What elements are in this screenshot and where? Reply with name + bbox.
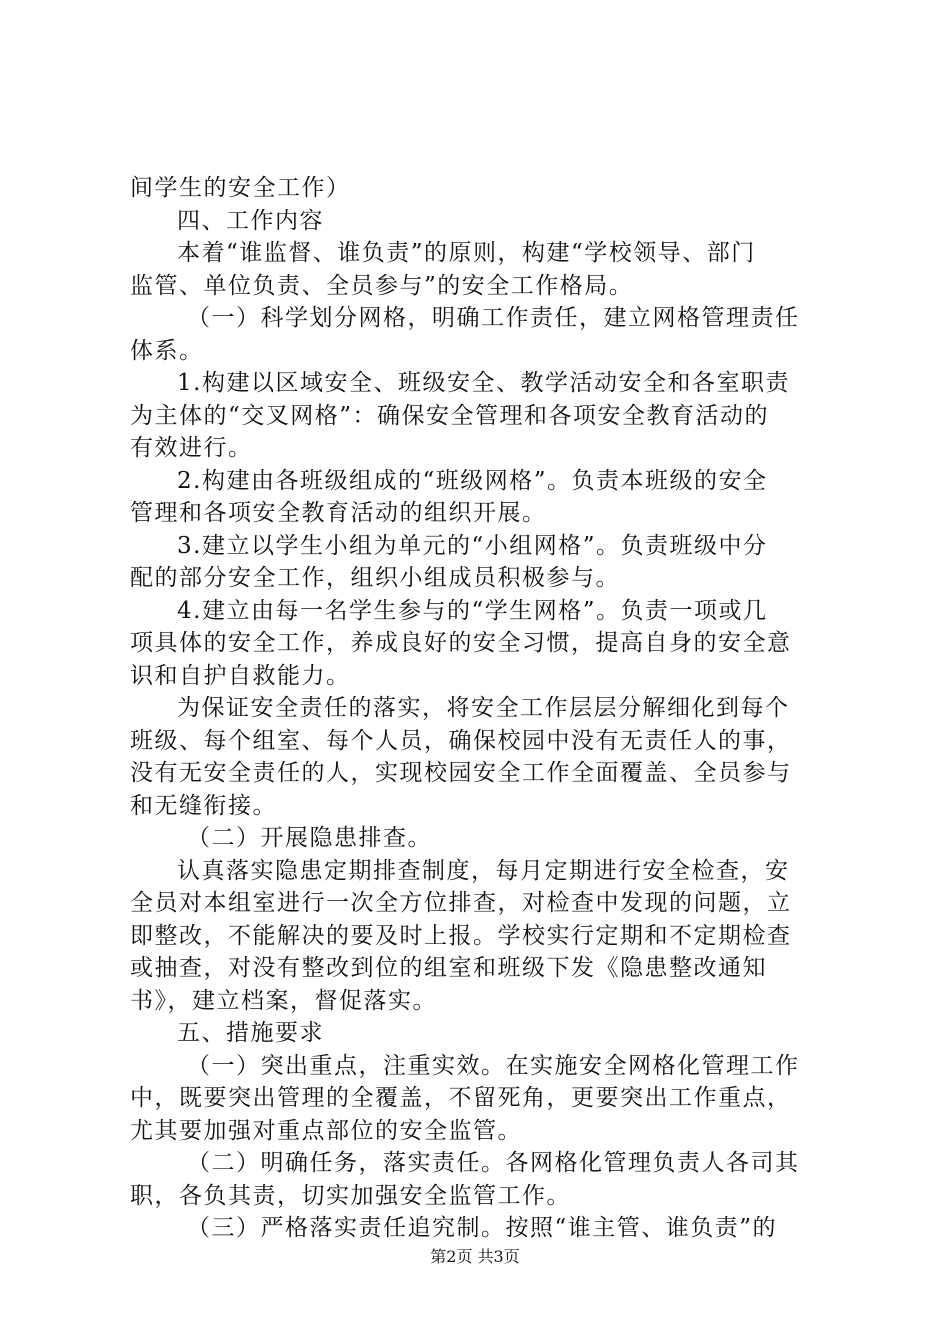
subsection-heading: （二）明确任务，落实责任。各网格化管理负责人各司其 — [187, 1150, 800, 1176]
text-line: 职，各负其责，切实加强安全监管工作。 — [130, 1182, 571, 1209]
text-line: 识和自护自救能力。 — [130, 662, 351, 689]
text-line: 本着“谁监督、谁负责”的原则，构建“学校领导、部门 — [177, 240, 756, 266]
section-heading: 五、措施要求 — [177, 1020, 324, 1046]
text-line: 体系。 — [130, 337, 204, 364]
list-item: 4.建立由每一名学生参与的“学生网格”。负责一项或几 — [177, 597, 768, 624]
text-line: 尤其要加强对重点部位的安全监管。 — [130, 1117, 522, 1144]
text-line: 即整改，不能解决的要及时上报。学校实行定期和不定期检查 — [130, 922, 792, 949]
text-line: 班级、每个组室、每个人员，确保校园中没有无责任人的事， — [130, 727, 792, 754]
text-line: 和无缝衔接。 — [130, 792, 277, 819]
text-line: 间学生的安全工作） — [130, 175, 351, 201]
text-line: 项具体的安全工作，养成良好的安全习惯，提高自身的安全意 — [130, 630, 792, 656]
text-line: 为主体的“交叉网格”：确保安全管理和各项安全教育活动的 — [130, 402, 770, 429]
text-line: 中，既要突出管理的全覆盖，不留死角，更要突出工作重点， — [130, 1085, 792, 1111]
text-line: 为保证安全责任的落实，将安全工作层层分解细化到每个 — [177, 695, 790, 721]
section-heading: 四、工作内容 — [177, 207, 324, 234]
list-item: 2.构建由各班级组成的“班级网格”。负责本班级的安全 — [177, 467, 768, 494]
subsection-heading: （三）严格落实责任追究制。按照“谁主管、谁负责”的 — [187, 1215, 778, 1241]
subsection-heading: （二）开展隐患排查。 — [187, 825, 432, 851]
text-line: 或抽查，对没有整改到位的组室和班级下发《隐患整改通知 — [130, 955, 767, 981]
list-item: 3.建立以学生小组为单元的“小组网格”。负责班级中分 — [177, 532, 768, 559]
text-line: 认真落实隐患定期排查制度，每月定期进行安全检查，安 — [177, 857, 790, 884]
subsection-heading: （一）突出重点，注重实效。在实施安全网格化管理工作 — [187, 1052, 800, 1079]
page-number-footer: 第2页 共3页 — [430, 1247, 520, 1266]
text-line: 书》，建立档案，督促落实。 — [130, 987, 437, 1014]
text-line: 配的部分安全工作，组织小组成员积极参与。 — [130, 565, 620, 591]
document-body — [130, 172, 830, 1245]
text-line: 有效进行。 — [130, 435, 253, 461]
list-item: 1.构建以区域安全、班级安全、教学活动安全和各室职责 — [177, 370, 790, 396]
text-line: 全员对本组室进行一次全方位排查，对检查中发现的问题，立 — [130, 890, 792, 916]
text-line: 没有无安全责任的人，实现校园安全工作全面覆盖、全员参与 — [130, 760, 792, 786]
subsection-heading: （一）科学划分网格，明确工作责任，建立网格管理责任 — [187, 305, 800, 331]
text-line: 监管、单位负责、全员参与”的安全工作格局。 — [130, 272, 634, 299]
text-line: 管理和各项安全教育活动的组织开展。 — [130, 500, 547, 526]
